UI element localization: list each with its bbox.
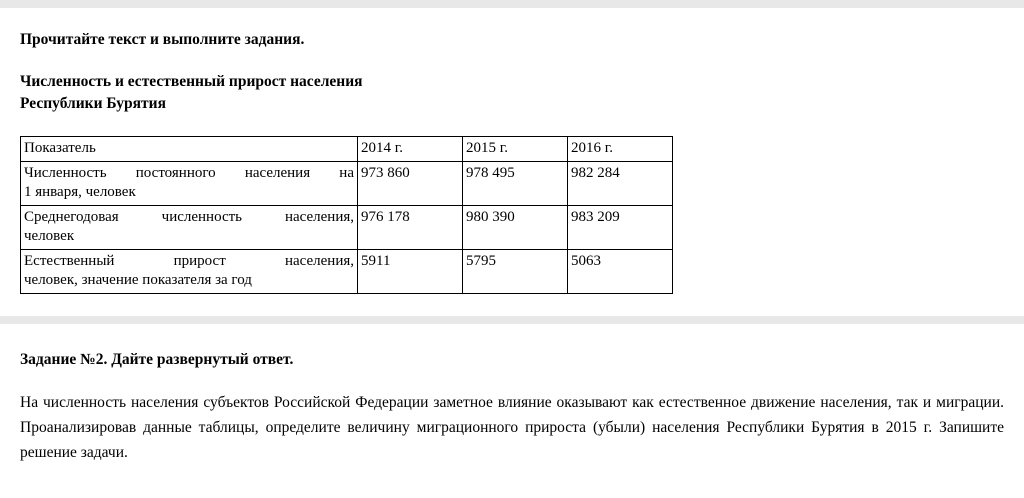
document-title-line-1: Численность и естественный прирост населения xyxy=(20,73,363,90)
row-value-2016: 983 209 xyxy=(568,206,673,250)
row-label-sub: человек, значение показателя за год xyxy=(24,272,252,288)
row-label-cell xyxy=(21,250,358,294)
table-header-2016: 2016 г. xyxy=(568,137,673,162)
row-label-main: Среднегодовая численность населения, xyxy=(24,209,354,225)
row-value-2014: 976 178 xyxy=(358,206,463,250)
document-content xyxy=(0,8,1024,485)
population-table xyxy=(20,136,673,294)
table-row xyxy=(21,250,673,294)
table-header-row xyxy=(21,137,673,162)
table-header-2015: 2015 г. xyxy=(463,137,568,162)
top-divider-band xyxy=(0,0,1024,8)
row-value-2014: 973 860 xyxy=(358,162,463,206)
section-divider-band xyxy=(0,316,1024,324)
table-row xyxy=(21,162,673,206)
row-value-2015: 978 495 xyxy=(463,162,568,206)
row-value-2016: 5063 xyxy=(568,250,673,294)
task-body-wrapper xyxy=(20,390,1004,465)
task-heading: Задание №2. Дайте развернутый ответ. xyxy=(20,351,294,368)
instruction-text: Прочитайте текст и выполните задания. xyxy=(20,31,305,48)
row-label-sub: человек xyxy=(24,228,75,244)
document-title-line-2: Республики Бурятия xyxy=(20,95,166,112)
task-body-text: На численность населения субъектов Российской Федерации заметное влияние оказывают как естественное движение населения, так и миграции. Проанализировав данные таблицы, определите величину миграционного прироста (убыли) населения Республики Бурятия в 2015 г. Запишите решение задачи. xyxy=(20,394,1004,461)
spacer xyxy=(20,324,1004,350)
table-header-indicator: Показатель xyxy=(21,137,358,162)
table-row xyxy=(21,206,673,250)
instruction-block xyxy=(0,30,1024,294)
row-value-2015: 980 390 xyxy=(463,206,568,250)
row-value-2015: 5795 xyxy=(463,250,568,294)
row-label-sub: 1 января, человек xyxy=(24,184,136,200)
row-label-main: Естественный прирост населения, xyxy=(24,253,354,269)
spacer xyxy=(20,465,1004,485)
row-value-2014: 5911 xyxy=(358,250,463,294)
row-label-cell xyxy=(21,162,358,206)
task-block xyxy=(0,324,1024,485)
row-label-cell xyxy=(21,206,358,250)
table-header-2014: 2014 г. xyxy=(358,137,463,162)
row-value-2016: 982 284 xyxy=(568,162,673,206)
spacer xyxy=(0,294,1024,316)
row-label-main: Численность постоянного населения на xyxy=(24,165,354,181)
